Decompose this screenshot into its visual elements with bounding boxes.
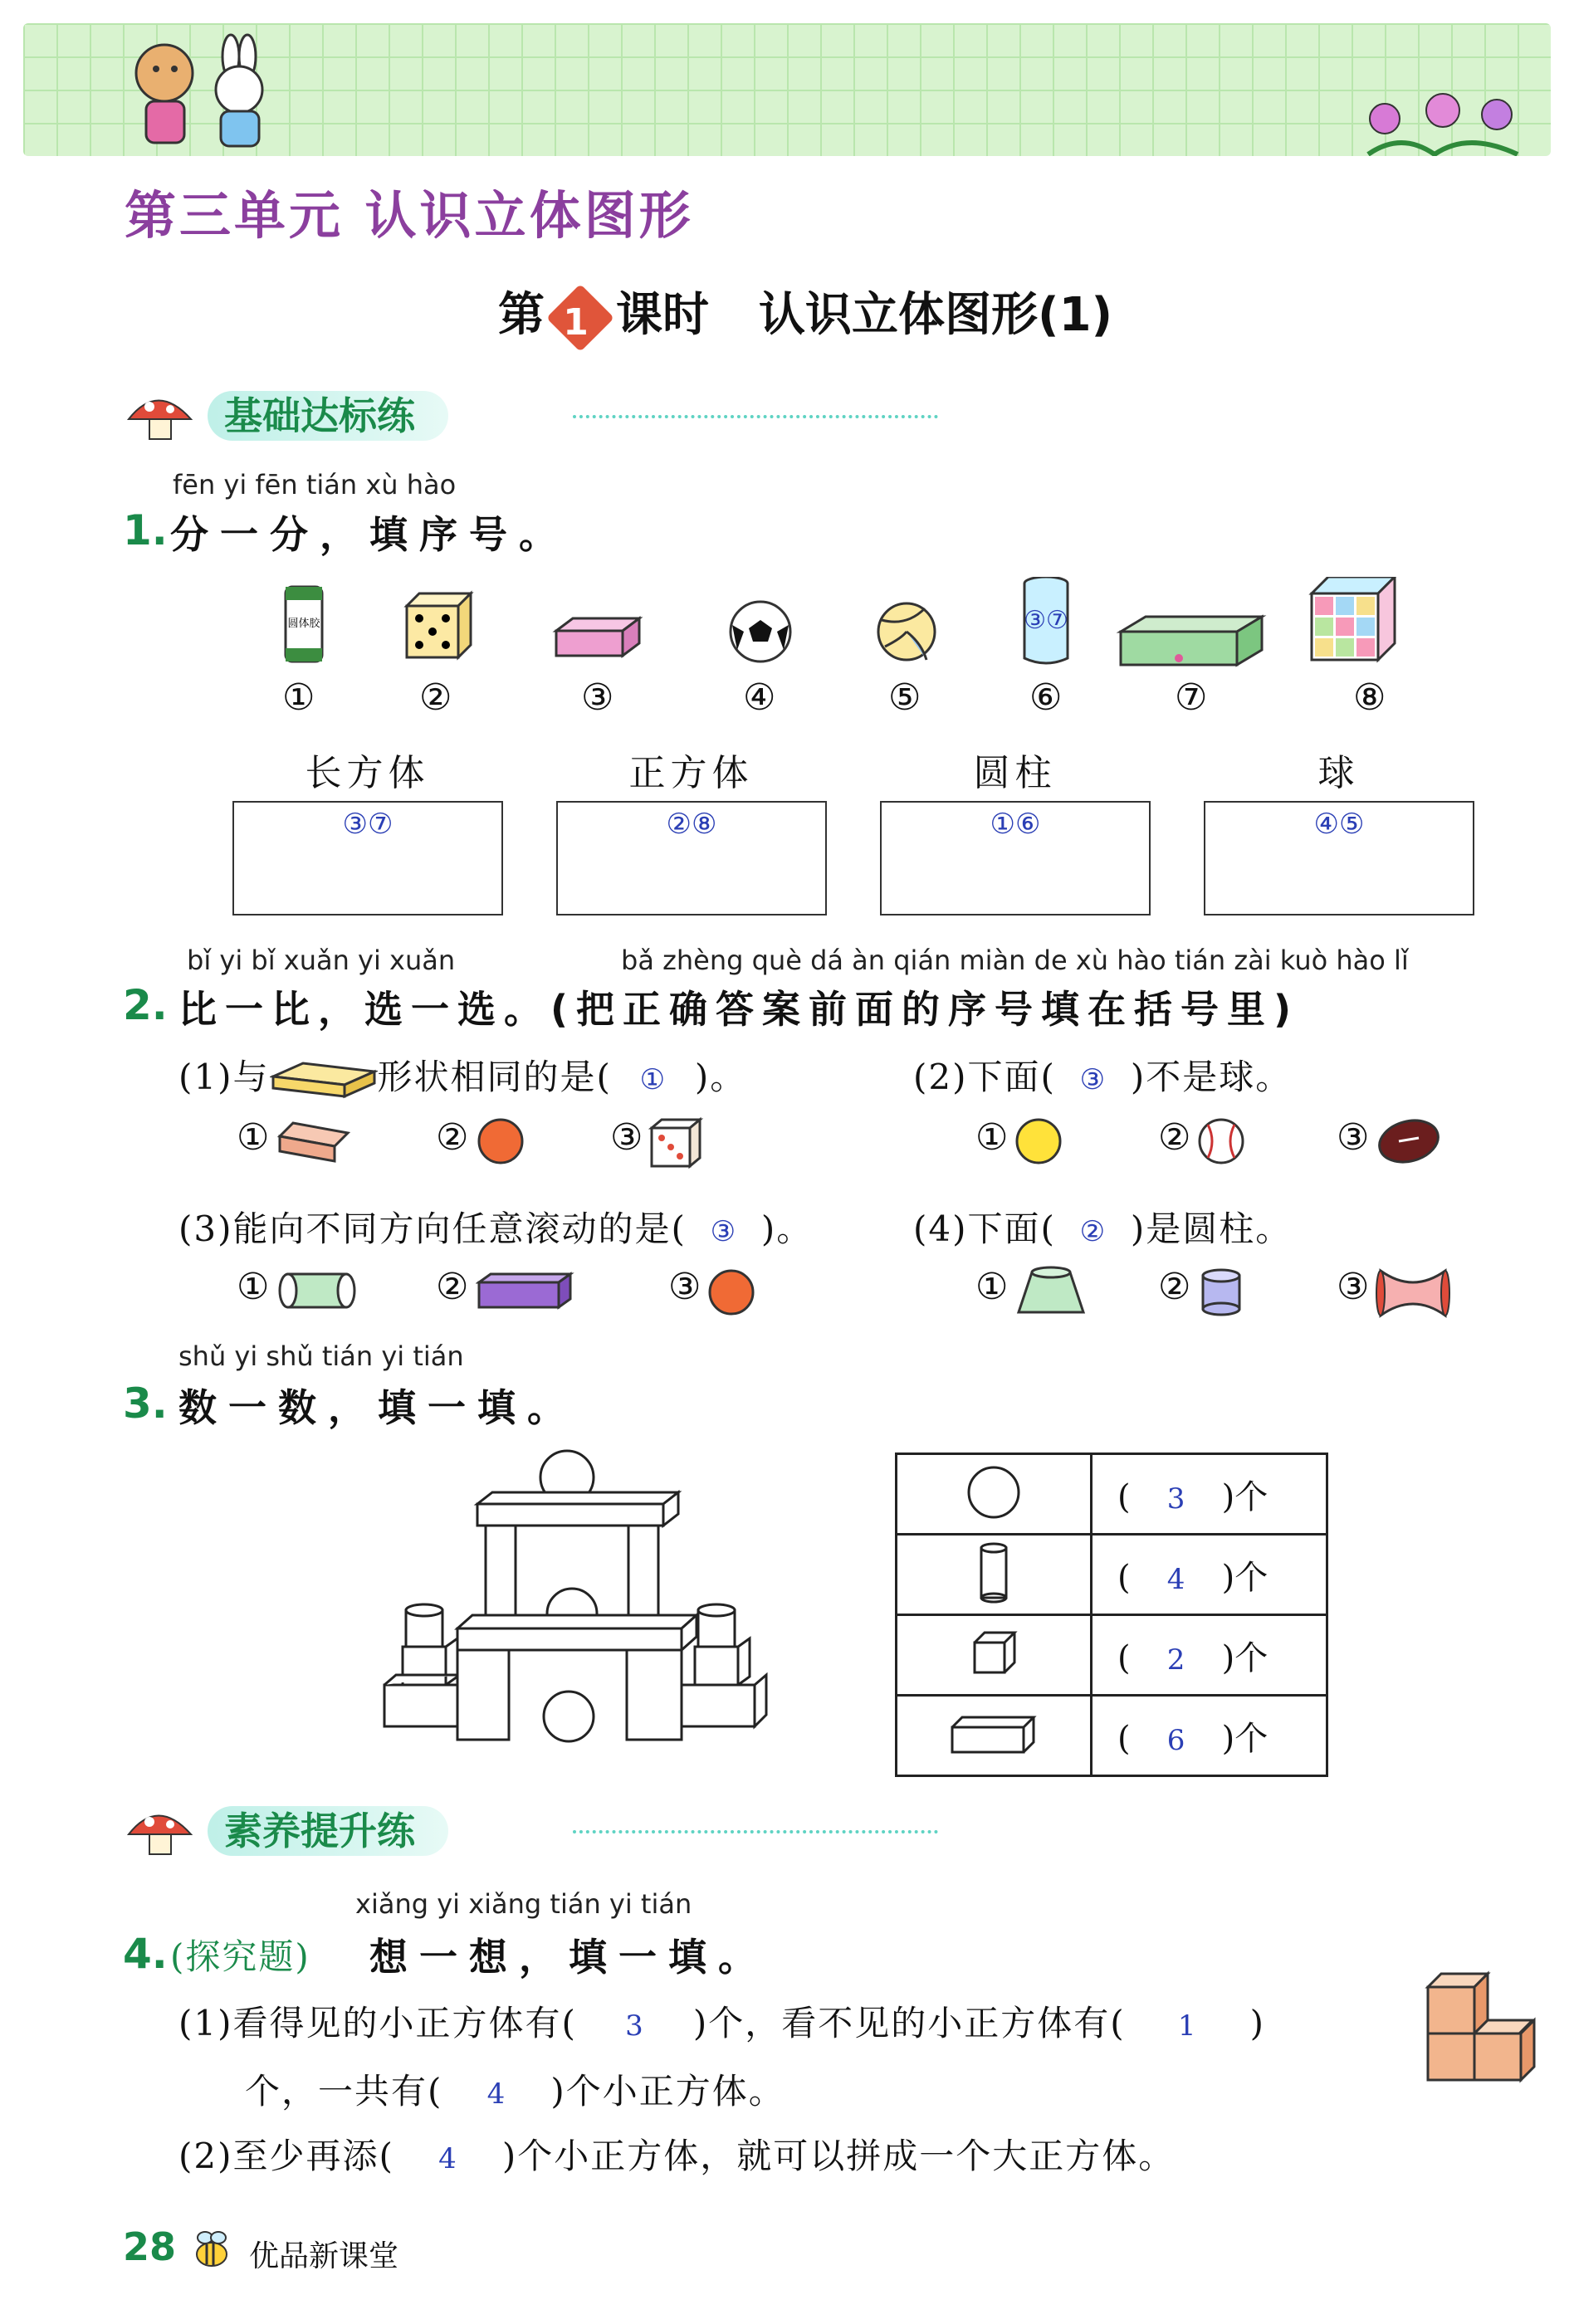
q2-part4-pre: (4)下面(	[913, 1208, 1056, 1249]
count-answer: 3	[1166, 1482, 1185, 1516]
section-advanced-label: 素养提升练	[208, 1806, 448, 1856]
dice-icon	[648, 1116, 706, 1169]
lesson-prefix: 第	[498, 288, 545, 342]
bee-icon	[187, 2226, 237, 2276]
option-label: ③	[610, 1116, 643, 1159]
block-structure-figure	[378, 1444, 776, 1760]
count-cell[interactable]	[1092, 1615, 1327, 1696]
item-label: ④	[743, 676, 776, 719]
baseball-icon	[1196, 1116, 1246, 1166]
count-cell[interactable]	[1092, 1454, 1327, 1535]
can-label: 圆体胶	[287, 618, 320, 630]
q2-options-row1	[237, 1116, 1482, 1174]
q2-part1-post: 形状相同的是(	[377, 1057, 612, 1097]
option-label: ①	[237, 1116, 270, 1159]
table-row	[897, 1535, 1327, 1615]
q4-answer-hidden[interactable]: 1	[1177, 2009, 1198, 2043]
item-label: ⑥	[1029, 676, 1063, 719]
q2-part3	[178, 1202, 813, 1252]
item-label: ③	[581, 676, 614, 719]
category-label: 圆柱	[973, 752, 1057, 794]
mushroom-icon	[125, 1801, 199, 1859]
lesson-number-badge	[546, 284, 614, 352]
category-cube	[556, 743, 826, 841]
cup-answer: ③⑦	[1024, 606, 1068, 635]
count-unit: )个	[1221, 1477, 1268, 1516]
q2-part1-end: )。	[694, 1057, 747, 1097]
dice-icon	[407, 593, 471, 657]
q2-part3-answer[interactable]: ③	[710, 1215, 738, 1248]
answer-box[interactable]	[1204, 801, 1474, 915]
page-number: 28	[123, 2224, 177, 2269]
paren-open: (	[1117, 1638, 1131, 1677]
roller-cylinder-icon	[276, 1269, 359, 1316]
section-basic	[125, 386, 955, 444]
cup-icon	[1024, 577, 1068, 663]
orange-ball-icon	[706, 1267, 756, 1317]
purple-prism-icon	[476, 1271, 575, 1312]
q2-part2-end: )不是球。	[1130, 1057, 1293, 1097]
option-label: ①	[975, 1266, 1009, 1308]
cube-stack-figure	[1411, 1967, 1544, 2108]
item-label: ⑤	[888, 676, 921, 719]
lesson-suffix: 课时	[616, 288, 709, 342]
answer-text: ②⑧	[666, 808, 717, 841]
option-label: ③	[668, 1266, 701, 1308]
q1-item-labels	[282, 676, 1444, 726]
table-row	[897, 1615, 1327, 1696]
shape-cell	[897, 1535, 1092, 1615]
cylinder-icon	[965, 1540, 1023, 1606]
category-label: 球	[1317, 752, 1360, 794]
table-row	[897, 1696, 1327, 1776]
q1-number: 1.	[123, 506, 168, 554]
cuboid-icon	[944, 1709, 1044, 1759]
lesson-number: 1	[563, 300, 589, 344]
q2-part2	[913, 1050, 1292, 1100]
rubiks-cube-icon	[1312, 577, 1395, 660]
flat-box-icon	[270, 1060, 378, 1100]
q4-line1-b: )个，看不见的小正方体有(	[692, 2003, 1126, 2043]
count-answer: 2	[1166, 1643, 1185, 1677]
option-label: ②	[1158, 1266, 1191, 1308]
count-answer: 6	[1166, 1723, 1185, 1757]
q4-line1	[178, 1996, 1265, 2046]
q4-answer-add[interactable]: 4	[438, 2142, 458, 2175]
q4-line3	[178, 2129, 1175, 2179]
count-answer: 4	[1166, 1562, 1185, 1596]
eraser-icon	[556, 618, 639, 656]
section-basic-label: 基础达标练	[208, 391, 448, 441]
unit-title: 第三单元 认识立体图形	[125, 185, 694, 246]
option-label: ②	[436, 1116, 469, 1159]
lesson-title	[498, 278, 1112, 344]
q2-pinyin-left: bǐ yi bǐ xuǎn yi xuǎn	[187, 945, 456, 976]
q4-text: 想一想，填一填。	[369, 1935, 768, 1980]
q3-number: 3.	[123, 1379, 168, 1428]
q3-pinyin: shǔ yi shǔ tián yi tián	[178, 1340, 464, 1372]
volleyball-icon	[878, 603, 935, 660]
q1-pinyin: fēn yi fēn tián xù hào	[173, 469, 457, 500]
category-cuboid	[232, 743, 502, 841]
cartoon-characters-icon	[115, 32, 281, 156]
option-label: ③	[1337, 1266, 1370, 1308]
mushroom-icon	[125, 386, 199, 444]
table-row	[897, 1454, 1327, 1535]
q4-number: 4.	[123, 1930, 168, 1978]
orange-ball-icon	[476, 1116, 525, 1166]
q2-part4-end: )是圆柱。	[1130, 1208, 1293, 1249]
flowers-icon	[1352, 81, 1534, 156]
q4-answer-visible[interactable]: 3	[625, 2009, 645, 2043]
item-label: ②	[419, 676, 452, 719]
q4-line2-a: 个，一共有(	[245, 2071, 443, 2112]
count-unit: )个	[1221, 1638, 1268, 1677]
q4-line3-a: (2)至少再添(	[178, 2136, 394, 2176]
q1-categories	[232, 743, 1478, 917]
q1-text: 分一分，填序号。	[170, 512, 569, 557]
football-icon	[1376, 1116, 1442, 1166]
option-label: ②	[1158, 1116, 1191, 1159]
shape-cell	[897, 1696, 1092, 1776]
paren-open: (	[1117, 1558, 1131, 1597]
answer-text: ④⑤	[1313, 808, 1365, 841]
q4-line1-a: (1)看得见的小正方体有(	[178, 2003, 577, 2043]
frustum-icon	[1014, 1266, 1088, 1321]
answer-box[interactable]	[556, 801, 827, 915]
q2-text: 比一比，选一选。(把正确答案前面的序号填在括号里)	[178, 987, 1300, 1032]
q2-part2-answer[interactable]: ③	[1079, 1063, 1107, 1096]
count-cell[interactable]	[1092, 1696, 1327, 1776]
q3-text: 数一数，填一填。	[178, 1385, 577, 1430]
brand-name: 优品新课堂	[249, 2239, 399, 2273]
q2-part3-end: )。	[760, 1208, 814, 1249]
header-banner	[23, 23, 1551, 156]
q2-options-row2	[237, 1266, 1482, 1324]
category-label: 长方体	[305, 752, 430, 794]
option-label: ③	[1337, 1116, 1370, 1159]
category-sphere	[1204, 743, 1474, 841]
q2-part3-pre: (3)能向不同方向任意滚动的是(	[178, 1208, 687, 1249]
q4-answer-total[interactable]: 4	[486, 2077, 507, 2111]
divider	[573, 1830, 938, 1833]
category-cylinder	[880, 743, 1150, 841]
q4-tag: (探究题)	[170, 1936, 310, 1977]
pencil-case-icon	[1121, 617, 1262, 665]
glue-can-icon	[286, 587, 322, 662]
q2-part4	[913, 1202, 1292, 1252]
count-unit: )个	[1221, 1558, 1268, 1597]
section-advanced	[125, 1801, 955, 1859]
divider	[573, 415, 938, 418]
q1-objects	[274, 577, 1436, 676]
shape-count-table	[895, 1452, 1328, 1777]
yellow-ball-icon	[1014, 1116, 1063, 1166]
item-label: ①	[282, 676, 315, 719]
q2-part2-pre: (2)下面(	[913, 1057, 1056, 1097]
sphere-icon	[965, 1463, 1023, 1521]
option-label: ①	[975, 1116, 1009, 1159]
q4-line3-b: )个小正方体，就可以拼成一个大正方体。	[501, 2136, 1176, 2176]
category-label: 正方体	[628, 752, 754, 794]
count-cell[interactable]	[1092, 1535, 1327, 1615]
item-label: ⑧	[1353, 676, 1386, 719]
q2-part1-pre: (1)与	[178, 1057, 270, 1097]
paren-open: (	[1117, 1477, 1131, 1516]
cube-icon	[965, 1624, 1023, 1682]
option-label: ①	[237, 1266, 270, 1308]
shape-cell	[897, 1615, 1092, 1696]
spool-icon	[1376, 1266, 1450, 1321]
soccer-ball-icon	[731, 602, 790, 662]
q4-line1-c: )	[1249, 2003, 1266, 2043]
shape-cell	[897, 1454, 1092, 1535]
q2-part1	[178, 1050, 746, 1100]
answer-text: ③⑦	[342, 808, 394, 841]
paren-open: (	[1117, 1719, 1131, 1758]
q2-number: 2.	[123, 981, 168, 1029]
q2-part4-answer[interactable]: ②	[1079, 1215, 1107, 1248]
q4-pinyin: xiǎng yi xiǎng tián yi tián	[355, 1888, 692, 1920]
count-unit: )个	[1221, 1719, 1268, 1758]
item-label: ⑦	[1175, 676, 1208, 719]
q2-part1-answer[interactable]: ①	[639, 1063, 667, 1096]
q4-line2-b: )个小正方体。	[550, 2071, 785, 2112]
q2-pinyin-right: bǎ zhèng què dá àn qián miàn de xù hào tián zài kuò hào lǐ	[621, 945, 1409, 976]
answer-text: ①⑥	[990, 808, 1041, 841]
brick-icon	[276, 1116, 351, 1166]
option-label: ②	[436, 1266, 469, 1308]
q4-line2	[245, 2064, 785, 2114]
answer-box[interactable]	[232, 801, 503, 915]
lesson-name: 认识立体图形(1)	[759, 288, 1113, 342]
cylinder-option-icon	[1196, 1267, 1246, 1317]
answer-box[interactable]	[880, 801, 1151, 915]
